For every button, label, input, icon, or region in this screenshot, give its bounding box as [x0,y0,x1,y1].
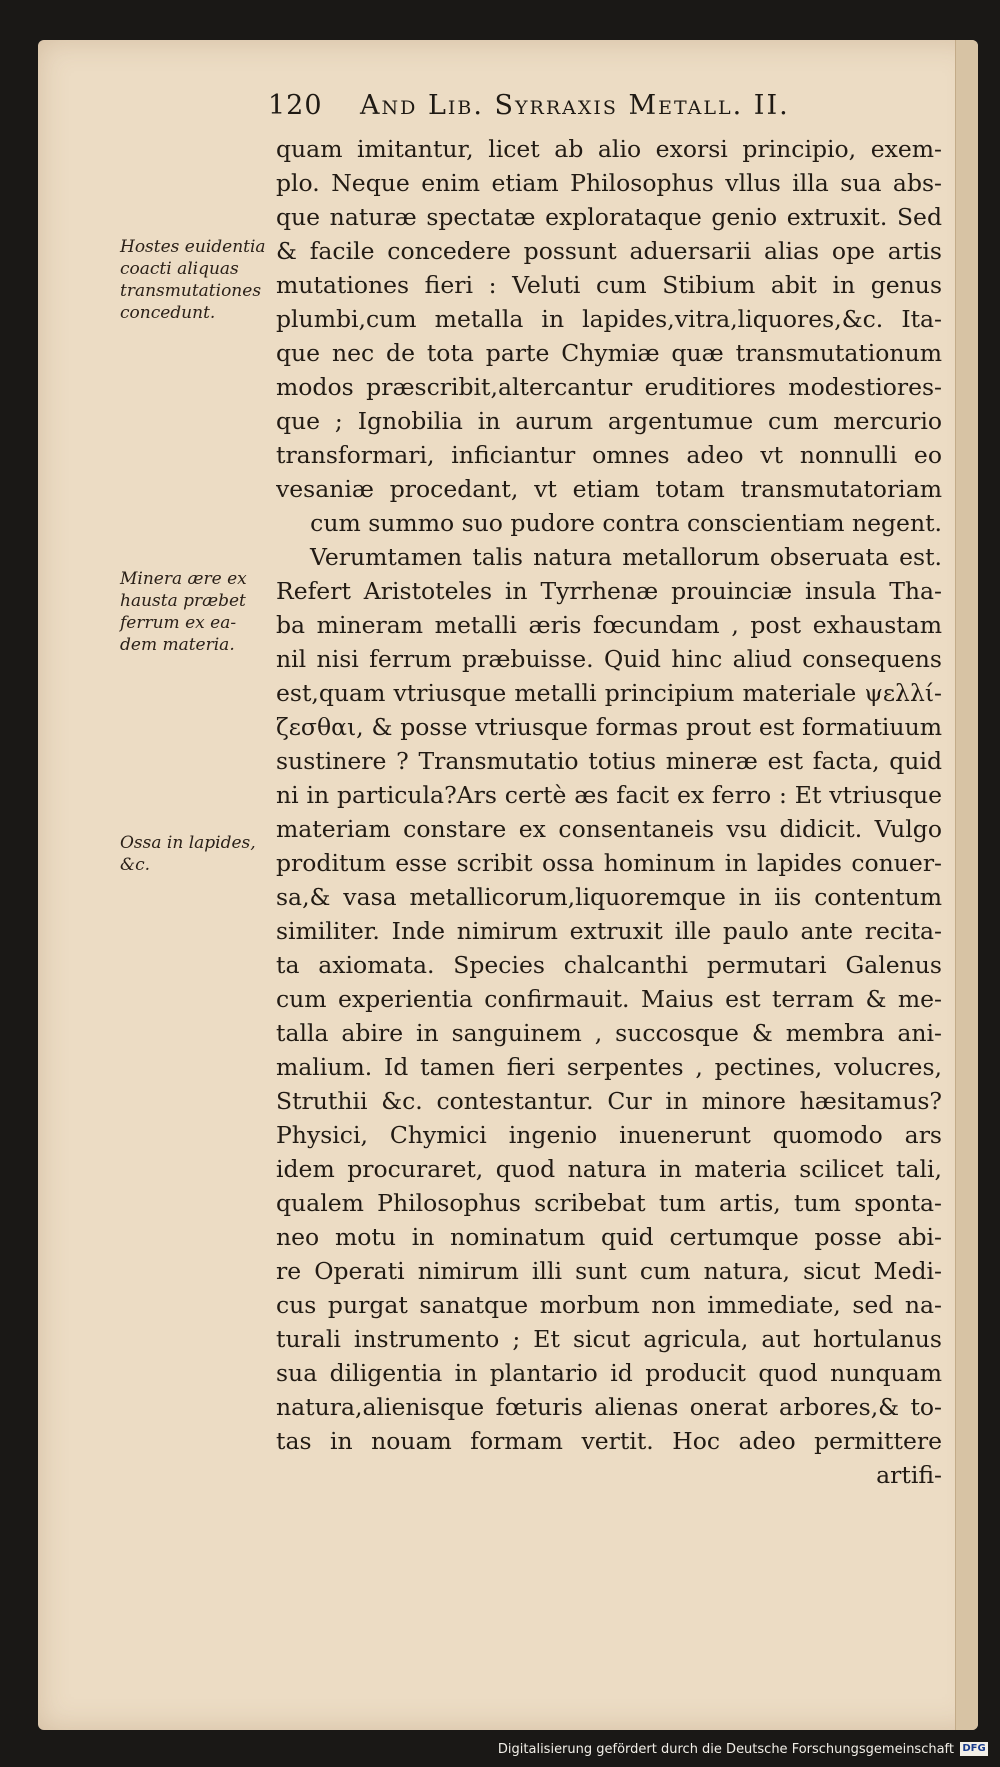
running-head [268,90,948,130]
margin-note-line: transmutationes [120,281,262,301]
margin-note-hostes [120,236,278,324]
margin-note-line: ferrum ex ea- [120,613,237,633]
margin-note-line: &c. [120,855,151,875]
page-number: 120 [268,90,323,121]
text-line: idem procuraret, quod natura in materia scilicet tali, [276,1155,942,1183]
digitization-credit [498,1739,988,1759]
text-line: sa,& vasa metallicorum,liquoremque in iis contentum [276,883,942,911]
text-line: proditum esse scribit ossa hominum in lapides conuer- [276,849,942,877]
text-line: que naturæ spectatæ explorataque genio extruxit. Sed [276,203,942,231]
text-line: tas in nouam formam vertit. Hoc adeo permittere [276,1427,942,1455]
text-line: transformari, inficiantur omnes adeo vt nonnulli eo [276,441,942,469]
text-line: artifi- [876,1461,942,1489]
text-line: plo. Neque enim etiam Philosophus vllus illa sua abs- [276,169,942,197]
text-line: est,quam vtriusque metalli principium materiale ψελλί- [276,679,942,707]
text-line: cum summo suo pudore contra conscientiam negent. [310,509,942,537]
text-line: turali instrumento ; Et sicut agricula, aut hortulanus [276,1325,942,1353]
text-line: talla abire in sanguinem , succosque & membra ani- [276,1019,942,1047]
text-line: materiam constare ex consentaneis vsu didicit. Vulgo [276,815,942,843]
text-line: plumbi,cum metalla in lapides,vitra,liquores,&c. Ita- [276,305,942,333]
text-line: ta axiomata. Species chalcanthi permutari Galenus [276,951,942,979]
dfg-logo: DFG [960,1742,988,1756]
margin-note-line: concedunt. [120,303,216,323]
credit-text: Digitalisierung gefördert durch die Deutsche Forschungsgemeinschaft [497,1741,954,1757]
margin-note-line: hausta præbet [120,591,246,611]
text-line: re Operati nimirum illi sunt cum natura, sicut Medi- [276,1257,942,1285]
text-line: neo motu in nominatum quid certumque posse abi- [276,1223,942,1251]
text-line: modos præscribit,altercantur eruditiores modestiores- [276,373,942,401]
text-line: Physici, Chymici ingenio inuenerunt quomodo ars [276,1121,942,1149]
page-edge [955,40,978,1730]
text-line: que nec de tota parte Chymiæ quæ transmutationum [276,339,942,367]
text-line: ζεσθαι, & posse vtriusque formas prout est formatiuum [276,713,942,741]
text-line: mutationes fieri : Veluti cum Stibium abit in genus [276,271,942,299]
text-line: ba mineram metalli æris fœcundam , post exhaustam [276,611,942,639]
text-line: ni in particula?Ars certè æs facit ex ferro : Et vtriusque [276,781,942,809]
text-line: qualem Philosophus scribebat tum artis, tum sponta- [276,1189,942,1217]
running-title: And Lib. Syrraxis Metall. II. [360,90,790,121]
margin-note-minera [120,568,278,656]
margin-note-line: Hostes euidentia [120,237,266,257]
text-line: sua diligentia in plantario id producit quod nunquam [276,1359,942,1387]
text-line: Verumtamen talis natura metallorum obseruata est. [310,543,942,571]
text-line: & facile concedere possunt aduersarii alias ope artis [276,237,942,265]
book-page [38,40,978,1730]
text-line: Struthii &c. contestantur. Cur in minore hæsitamus? [276,1087,942,1115]
margin-note-line: Ossa in lapides, [120,833,256,853]
text-line: Refert Aristoteles in Tyrrhenæ prouinciæ insula Tha- [276,577,942,605]
text-line: natura,alienisque fœturis alienas onerat arbores,& to- [276,1393,942,1421]
text-line: vesaniæ procedant, vt etiam totam transmutatoriam [276,475,942,503]
text-line: malium. Id tamen fieri serpentes , pectines, volucres, [276,1053,942,1081]
text-line: sustinere ? Transmutatio totius mineræ est facta, quid [276,747,942,775]
margin-note-line: dem materia. [120,635,235,655]
text-line: cum experientia confirmauit. Maius est terram & me- [276,985,942,1013]
margin-note-line: Minera ære ex [120,569,247,589]
text-line: cus purgat sanatque morbum non immediate, sed na- [276,1291,942,1319]
text-line: nil nisi ferrum præbuisse. Quid hinc aliud consequens [276,645,942,673]
margin-note-ossa [120,832,278,876]
margin-note-line: coacti aliquas [120,259,239,279]
body-text [276,132,942,1492]
text-line: que ; Ignobilia in aurum argentumue cum mercurio [276,407,942,435]
text-line: similiter. Inde nimirum extruxit ille paulo ante recita- [276,917,942,945]
text-line: quam imitantur, licet ab alio exorsi principio, exem- [276,135,942,163]
